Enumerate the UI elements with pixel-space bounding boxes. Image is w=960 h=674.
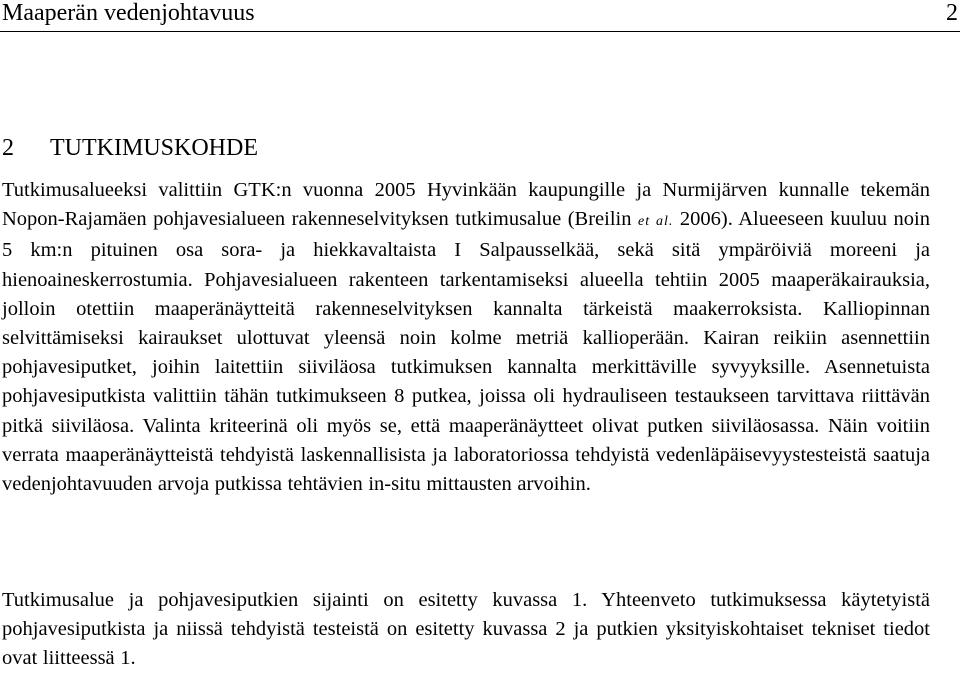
section-heading [2, 133, 258, 163]
page-header [0, 0, 960, 34]
page-number: 2 [946, 0, 958, 26]
header-divider [0, 31, 960, 32]
section-number: 2 [2, 135, 14, 161]
paragraph-text-rest: 2006). Alueeseen kuuluu noin 5 km:n pituinen osa sora- ja hiekkavaltaista I Salpausselkää, sekä sitä ympäröiviä moreeni ja hienoaineskerrostumia. Pohjavesialueen rakenteen tarkentamiseksi alueella tehtiin 2005 maaperäkairauksia, jolloin otettiin maaperänäytteitä rakenneselvityksen kannalta tärkeistä maakerroksista. Kalliopinnan selvittämiseksi kairaukset ulottuvat yleensä noin kolme metriä kallioperään. Kairan reikiin asennettiin pohjavesiputket, joihin laitettiin siiviläosa tutkimuksen kannalta merkittäville syvyyksille. Asennetuista pohjavesiputkista valittiin tähän tutkimukseen 8 putkea, joissa oli hydrauliseen testaukseen tarvittava riittävän pitkä siiviläosa. Valinta kriteerinä oli myös se, että maaperänäytteet olivat putken siiviläosassa. Näin voitiin verrata maaperänäytteistä tehdyistä laskennallisista ja laboratoriossa tehdyistä vedenläpäisevyystesteistä saatuja vedenjohtavuuden arvoja putkissa tehtävien in-situ mittausten arvoihin. [2, 208, 930, 496]
citation-et-al: et al. [637, 214, 674, 230]
section-title: TUTKIMUSKOHDE [50, 135, 258, 161]
paragraph-text-start: Tutkimusalueeksi valittiin GTK:n vuonna 2005 Hyvinkään kaupungille ja Nurmijärven kunnalle tekemän Nopon-Rajamäen pohjavesialueen rakenneselvityksen tutkimusalue (Breilin [2, 179, 930, 231]
body-paragraph-1 [2, 176, 930, 499]
body-paragraph-2: Tutkimusalue ja pohjavesiputkien sijainti on esitetty kuvassa 1. Yhteenveto tutkimuksessa käytetyistä pohjavesiputkista ja niissä tehdyistä testeistä on esitetty kuvassa 2 ja putkien yksityiskohtaiset tekniset tiedot ovat liitteessä 1. [2, 589, 930, 670]
running-title: Maaperän vedenjohtavuus [2, 0, 255, 26]
